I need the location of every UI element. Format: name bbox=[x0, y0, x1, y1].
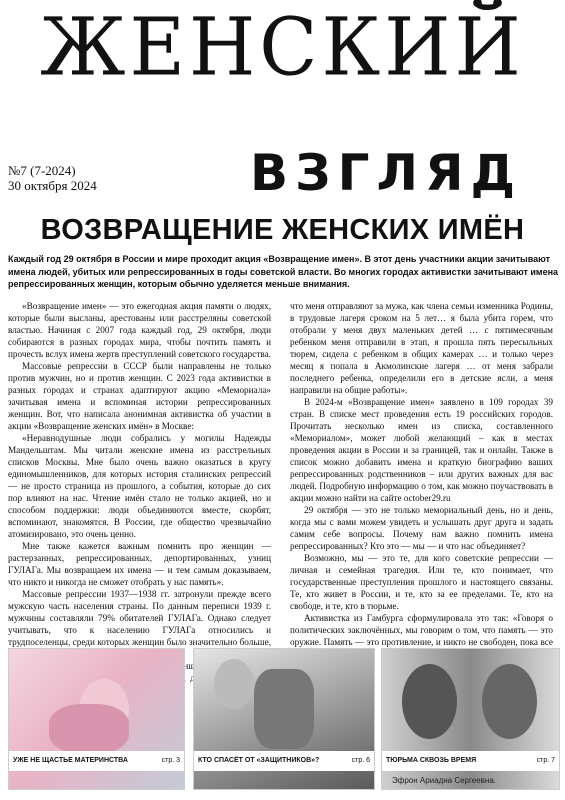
teaser-page: стр. 7 bbox=[536, 757, 555, 764]
article-column-right bbox=[290, 300, 553, 686]
paragraph: «Возвращение имен» — это ежегодная акция памяти о людях, которые были высланы, арестованы или расстреляны советской властью. Начиная с 2007 года каждый год, 29 октября, люди собираются в разных городах мира, чтобы почтить память и прочесть вслух имена жертв преступлений советского государства. bbox=[8, 301, 271, 359]
paragraph: Мне также кажется важным помнить про женщин — растерзанных, репрессированных, депортированных, узниц ГУЛАГа. Мы возвращаем их имена — и тем самым доказываем, что никто и никогда не сможет отобрать у нас память». bbox=[8, 541, 271, 587]
masthead-subtitle: ВЗГЛЯД bbox=[250, 144, 523, 202]
teaser-photo bbox=[254, 669, 314, 749]
teaser-photo bbox=[214, 659, 254, 709]
teaser-title: КТО СПАСЁТ ОТ «ЗАЩИТНИКОВ»? bbox=[198, 757, 320, 764]
paragraph: 29 октября — это не только мемориальный день, но и день, когда мы с вами можем увидеть и услышать друг друга и задать самим себе вопросы. Почему нам важно помнить имена репрессированных? Кто это — мы — и что нас объединяет? bbox=[290, 505, 553, 551]
paragraph: женщин, bbox=[173, 661, 208, 671]
paragraph: что меня отправляют за мужа, как члена семьи изменника Родины, в трудовые лагеря сроком на 5 лет… я была убита горем, что отобрали у меня двух маленьких детей … с пятимесячным ребенком меня отправили в этап, я прошла пять пересыльных тюрем, сидела с ребенком в общих камерах … и только через месяц я попала в Акмолинские лагеря … от меня забрали последнего ребенка, определили его в детские ясли, а меня направили на общие работы». bbox=[290, 301, 553, 395]
paragraph: Массовые репрессии в СССР были направлены не только против мужчин, но и против женщин. С 2023 года активистки в разных городах и странах адаптируют акцию «Мемориала» зачитывая имена и вспоминая истории репрессированных женщин. Вот, что написала анонимная активистка об участии в акции «Возвращение женских имён» в Москве: bbox=[8, 361, 271, 431]
article-headline: ВОЗВРАЩЕНИЕ ЖЕНСКИХ ИМЁН bbox=[40, 214, 525, 246]
masthead-title: ЖЕНСКИЙ bbox=[40, 0, 525, 94]
issue-number: №7 (7-2024) bbox=[8, 163, 76, 178]
article-column-left bbox=[8, 300, 271, 696]
teaser-bar bbox=[382, 751, 559, 771]
paragraph: Активистка из Гамбурга сформулировала это так: «Говоря о политических заключённых, мы говорим о том, что память — это оружие. Память — это противление, и никто не свободен, пока все bbox=[290, 613, 553, 647]
teaser-photo bbox=[482, 664, 537, 739]
teaser-title: УЖЕ НЕ ЩАСТЬЕ МАТЕРИНСТВА bbox=[13, 757, 128, 764]
teaser-row bbox=[8, 648, 558, 798]
paragraph: Возможно, мы — это те, для кого советские репрессии — личная и семейная трагедия. Или те, кто понимает, что государственные преступления прошлого и настоящего связаны. Те, кто живет в России, и те, кто за ее пределами. Те, кто на свободе, и те, кто в тюрьме. bbox=[290, 553, 553, 611]
paragraph: «Неравнодушные люди собрались у могилы Надежды Мандельштам. Мы читали женские имена из расстрельных списков Москвы. Мне было очень важно оказаться в кругу единомышленников, для которых история сталинских репрессий — не просто страница из прошлого, а события, которые до сих пор влияют на нас. Чтение имён стало не только акцией, но и способом поддержки: люди объединяются вместе, скорбят, вспоминают, знакомятся. В России, где общество чрезвычайно атомизировано, это очень ценно. bbox=[8, 433, 271, 539]
teaser-bar bbox=[194, 751, 374, 771]
teaser-photo bbox=[49, 704, 129, 754]
teaser-bar bbox=[9, 751, 184, 771]
paragraph: В 2024-м «Возвращение имен» заявлено в 109 городах 39 стран. В списке мест проведения есть 19 российских городов. Прочитать несколько имен из списка, составленного «Мемориалом», может любой желающий – как в местах проведения акции в России и за границей, так и онлайн. Также в список можно добавить имена и краткую биографию ваших репрессированных родственников – или других важных для вас людей. Подробную информацию о том, как можно поучаствовать в акции можно найти на сайте october29.ru bbox=[290, 397, 553, 503]
teaser-motherhood[interactable] bbox=[8, 648, 185, 790]
teaser-title: ТЮРЬМА СКВОЗЬ ВРЕМЯ bbox=[386, 757, 477, 764]
issue-info bbox=[8, 163, 97, 193]
photo-caption: Эфрон Ариадна Сергеевна. bbox=[392, 776, 496, 785]
article-lead: Каждый год 29 октября в России и мире проходит акция «Возвращение имен». В этот день участники акции зачитывают имена людей, убитых или репрессированных в годы советской власти. Во многих городах активистки зачитывают имена репрессированных женщин, которым обычно уделяется меньше внимания. bbox=[8, 254, 559, 289]
paragraph: Массовые репрессии 1937—1938 гг. затронули прежде всего мужскую часть населения страны. По данным переписи 1939 г. мужчины составляли 79% обитателей ГУЛАГа. Однако следует учитывать, что к населению ГУЛАГа относились и трудпоселенцы, среди которых женщин было значительно больше, bbox=[8, 589, 271, 647]
teaser-defenders[interactable] bbox=[193, 648, 375, 790]
teaser-page: стр. 6 bbox=[351, 757, 370, 764]
teaser-page: стр. 3 bbox=[161, 757, 180, 764]
teaser-photo bbox=[402, 664, 457, 739]
issue-date: 30 октября 2024 bbox=[8, 178, 97, 193]
teaser-prison[interactable] bbox=[381, 648, 560, 790]
